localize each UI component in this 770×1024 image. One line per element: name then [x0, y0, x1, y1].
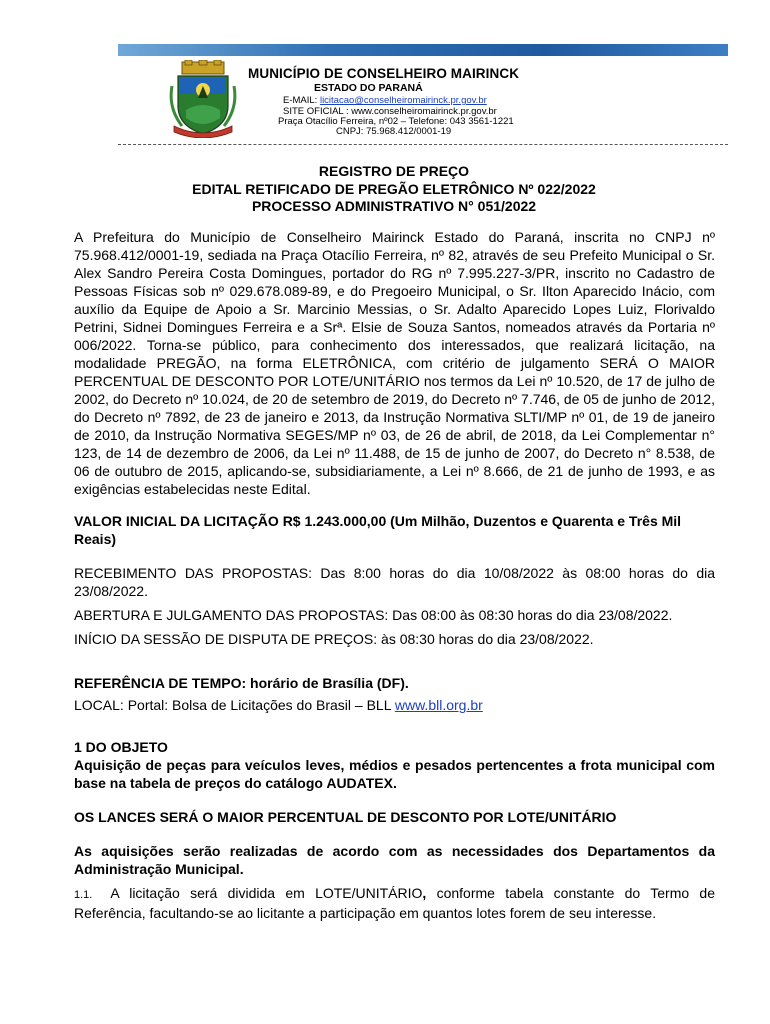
aquisicoes-paragraph: As aquisições serão realizadas de acordo com as necessidades dos Departamentos da Administração Municipal. — [74, 843, 715, 877]
item-1-1 — [74, 884, 715, 922]
email-label: E-MAIL: — [283, 95, 320, 106]
header-address-line: Praça Otacílio Ferreira, nº02 – Telefone: 043 3561-1221 — [278, 116, 514, 127]
municipality-title: MUNICÍPIO DE CONSELHEIRO MAIRINCK — [248, 66, 520, 81]
bll-link[interactable]: www.bll.org.br — [394, 697, 483, 713]
title-registro: REGISTRO DE PREÇO — [318, 163, 470, 179]
objeto-heading: 1 DO OBJETO — [74, 739, 168, 755]
header-cnpj-line: CNPJ: 75.968.412/0001-19 — [336, 126, 452, 137]
lances-line: OS LANCES SERÁ O MAIOR PERCENTUAL DE DESCONTO POR LOTE/UNITÁRIO — [74, 809, 617, 825]
header-site-line: SITE OFICIAL : www.conselheiromairinck.pr.gov.br — [283, 106, 497, 117]
title-edital: EDITAL RETIFICADO DE PREGÃO ELETRÔNICO Nº 022/2022 — [192, 180, 596, 197]
document-title-block — [74, 163, 714, 216]
header-color-bar — [118, 44, 728, 56]
state-name: ESTADO DO PARANÁ — [314, 82, 423, 94]
referencia-tempo: REFERÊNCIA DE TEMPO: horário de Brasília (DF). — [74, 675, 409, 691]
item-text-a: A licitação será dividida em LOTE/UNITÁRIO — [110, 885, 423, 901]
recebimento-propostas: RECEBIMENTO DAS PROPOSTAS: Das 8:00 horas do dia 10/08/2022 às 08:00 horas do dia 23/08/2022. — [74, 565, 715, 599]
objeto-text: Aquisição de peças para veículos leves, médios e pesados pertencentes a frota municipal com base na tabela de preços do catálogo AUDATEX. — [74, 757, 715, 791]
valor-inicial: VALOR INICIAL DA LICITAÇÃO R$ 1.243.000,00 (Um Milhão, Duzentos e Quarenta e Três Mil Reais) — [74, 513, 682, 547]
abertura-julgamento: ABERTURA E JULGAMENTO DAS PROPOSTAS: Das 08:00 às 08:30 horas do dia 23/08/2022. — [74, 607, 673, 623]
intro-paragraph: A Prefeitura do Município de Conselheiro Mairinck Estado do Paraná, inscrita no CNPJ nº 75.968.412/0001-19, sediada na Praça Otacílio Ferreira, nº 82, através de seu Prefeito Municipal o Sr. Alex Sandro Pereira Costa Domingues, portador do RG nº 7.995.227-3/PR, inscrito no Cadastro de Pessoas Físicas sob nº 029.678.089-89, e do Pregoeiro Municipal, o Sr. Ilton Aparecido Inácio, com auxílio da Equipe de Apoio a Sr. Marcinio Messias, o Sr. Adalto Aparecido Lopes Luiz, Florivaldo Petrini, Sidnei Domingues Ferreira e a Srª. Elsie de Souza Santos, nomeados através da Portaria nº 006/2022. Torna-se público, para conhecimento dos interessados, que realizará licitação, na modalidade PREGÃO, na forma ELETRÔNICA, com critério de julgamento SERÁ O MAIOR PERCENTUAL DE DESCONTO POR LOTE/UNITÁRIO nos termos da Lei nº 10.520, de 17 de julho de 2002, do Decreto nº 10.024, de 20 de setembro de 2019, do Decreto nº 7.746, de 05 de junho de 2012, do Decreto nº 7892, de 23 de janeiro e 2013, da Instrução Normativa SLTI/MP nº 01, de 19 de janeiro de 2010, da Instrução Normativa SEGES/MP nº 03, de 26 de abril, de 2018, da Lei Complementar n° 123, de 14 de dezembro de 2006, da Lei nº 11.488, de 15 de junho de 2007, do Decreto n° 8.538, de 06 de outubro de 2015, aplicando-se, subsidiariamente, a Lei nº 8.666, de 21 de junho de 1993, e as exigências estabelecidas neste Edital. — [74, 229, 715, 497]
email-link[interactable]: licitacao@conselheiromairinck.pr.gov.br — [319, 95, 487, 106]
item-text-comma: , — [422, 885, 427, 901]
item-number: 1.1. — [74, 889, 93, 901]
local-prefix: LOCAL: Portal: Bolsa de Licitações do Brasil – BLL — [74, 697, 395, 713]
municipal-crest-icon — [168, 60, 238, 138]
title-processo: PROCESSO ADMINISTRATIVO N° 051/2022 — [251, 198, 537, 214]
item-text-b: conforme tabela constante do Termo de Referência, facultando-se ao licitante a participação em quantos lotes forem de seu interesse. — [74, 885, 715, 921]
local-line — [74, 696, 715, 714]
inicio-sessao: INÍCIO DA SESSÃO DE DISPUTA DE PREÇOS: às 08:30 horas do dia 23/08/2022. — [74, 631, 594, 647]
document-body — [74, 228, 715, 922]
header-divider — [118, 144, 728, 145]
